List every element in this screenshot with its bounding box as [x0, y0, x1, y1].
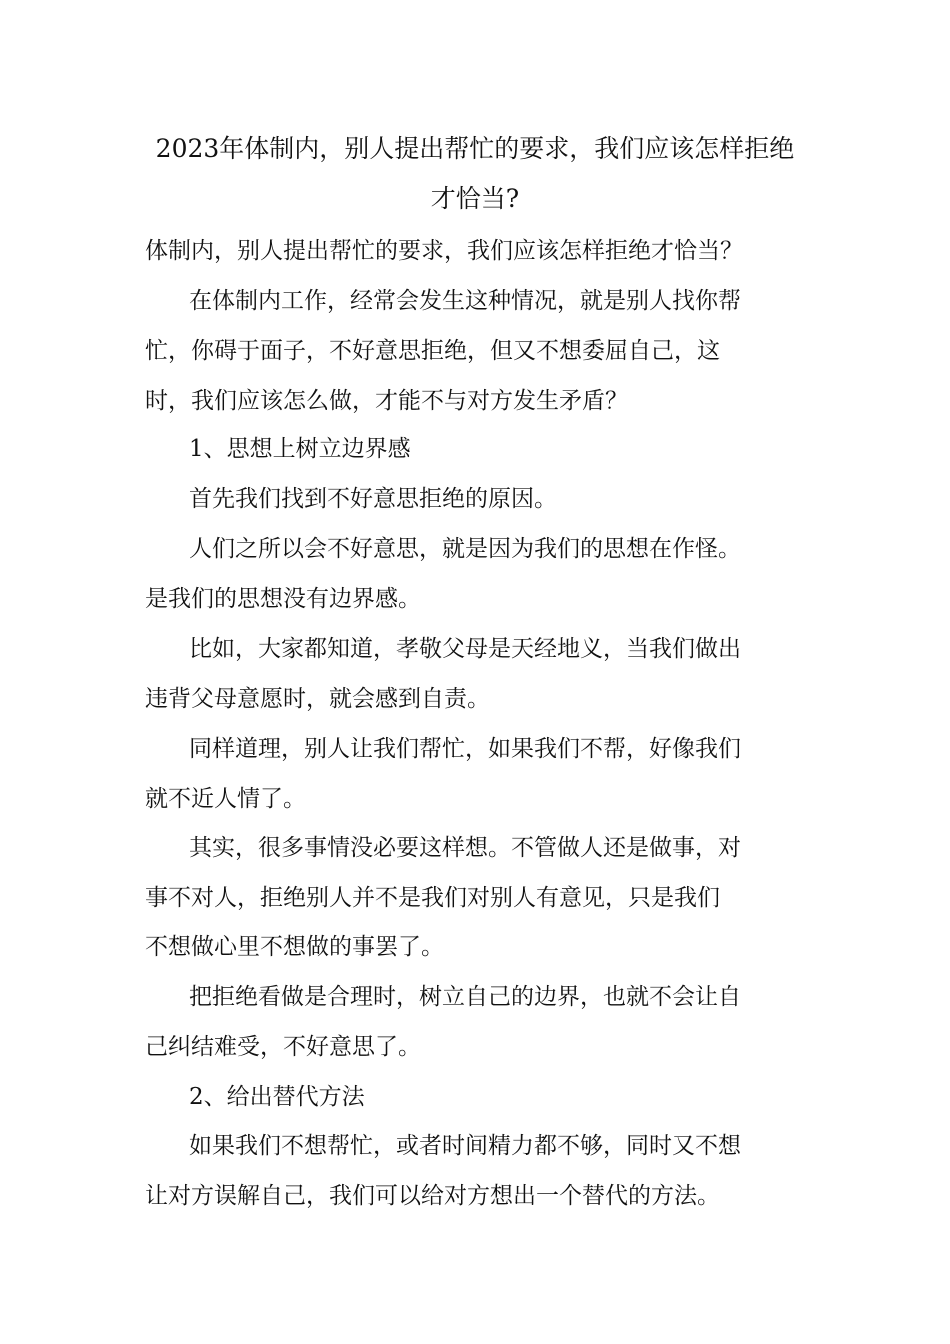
body-line: 让对方误解自己，我们可以给对方想出一个替代的方法。: [145, 1183, 720, 1209]
body-line: 忙，你碍于面子，不好意思拒绝，但又不想委屈自己，这: [145, 338, 720, 364]
body-line: 事不对人，拒绝别人并不是我们对别人有意见，只是我们: [145, 885, 720, 911]
body-line: 在体制内工作，经常会发生这种情况，就是别人找你帮: [189, 288, 741, 314]
body-line: 其实，很多事情没必要这样想。不管做人还是做事，对: [189, 835, 741, 861]
section-heading: 2、给出替代方法: [189, 1084, 365, 1110]
body-line: 同样道理，别人让我们帮忙，如果我们不帮，好像我们: [189, 736, 741, 762]
body-line: 就不近人情了。: [145, 786, 306, 812]
body-line: 如果我们不想帮忙，或者时间精力都不够，同时又不想: [189, 1133, 741, 1159]
body-line: 首先我们找到不好意思拒绝的原因。: [189, 486, 557, 512]
body-line: 己纠结难受，不好意思了。: [145, 1034, 421, 1060]
body-line: 把拒绝看做是合理时，树立自己的边界，也就不会让自: [189, 984, 741, 1010]
body-line: 人们之所以会不好意思，就是因为我们的思想在作怪。: [189, 536, 741, 562]
document-title-line-2: 才恰当?: [430, 184, 520, 213]
body-line: 违背父母意愿时，就会感到自责。: [145, 686, 490, 712]
body-line: 体制内，别人提出帮忙的要求，我们应该怎样拒绝才恰当？: [145, 238, 743, 264]
body-line: 不想做心里不想做的事罢了。: [145, 934, 444, 960]
document-title-line-1: 2023年体制内，别人提出帮忙的要求，我们应该怎样拒绝: [155, 134, 795, 163]
body-line: 是我们的思想没有边界感。: [145, 586, 421, 612]
body-line: 时，我们应该怎么做，才能不与对方发生矛盾？: [145, 388, 628, 414]
section-heading: 1、思想上树立边界感: [189, 436, 411, 462]
body-line: 比如，大家都知道，孝敬父母是天经地义，当我们做出: [189, 636, 741, 662]
